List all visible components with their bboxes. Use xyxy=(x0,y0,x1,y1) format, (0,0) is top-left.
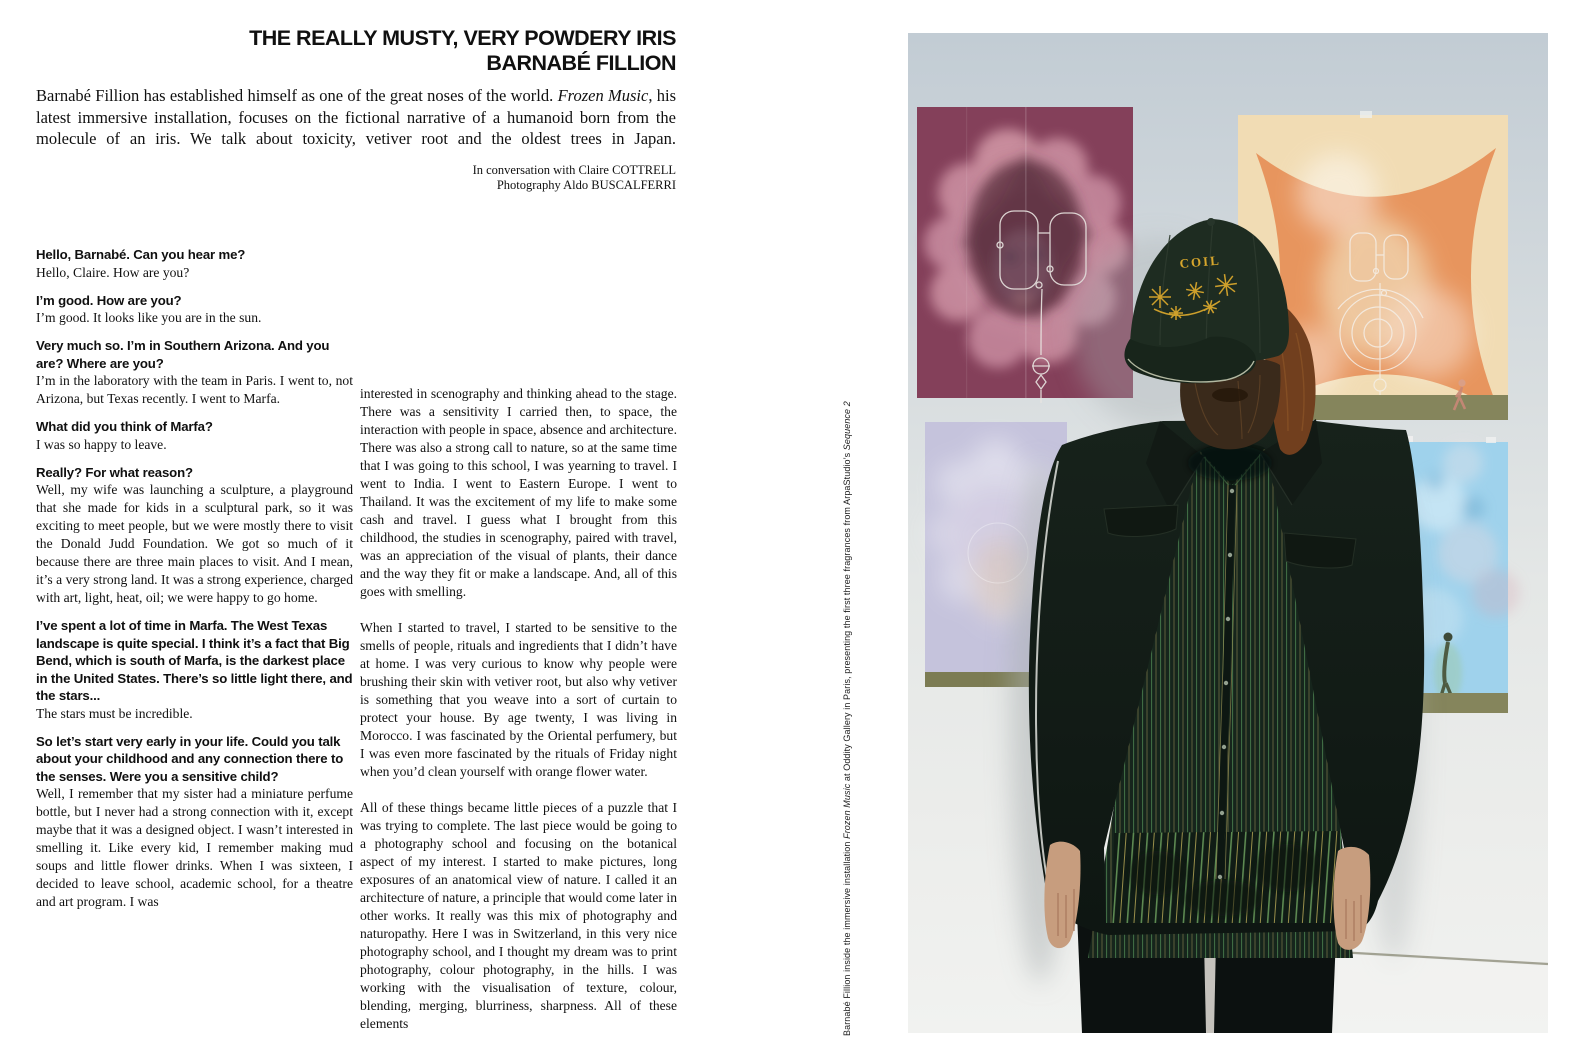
answer: When I started to travel, I started to be sensitive to the smells of people, rituals and ingredients that I didn’t have at home. I was very curious to know why people were brushing their skin with vetiver root, but also why vetiver is something that you weave into a sort of curtain to protect your house. By age twenty, I was living in Morocco. I was fascinated by the Oriental perfumery, but I was even more fascinated by the rituals of Friday night when you’d clean yourself with orange flower water. xyxy=(360,620,677,779)
photo-caption-vertical xyxy=(842,401,852,1036)
answer: Hello, Claire. How are you? xyxy=(36,264,190,280)
answer: Well, my wife was launching a sculpture, a playground that she made for kids in a sculptural park, so it was exciting to meet people, but we were mostly there to visit the Donald Judd Foundation. We got so much of it because there are three main places to visit. And I mean, it’s a very strong land. It was a strong experience, charged with art, light, heat, oil; we were happy to go home. xyxy=(36,482,353,605)
text-column-1 xyxy=(36,246,353,911)
answer: Well, I remember that my sister had a miniature perfume bottle, but I never had a strong connection with it, except maybe that it was a designed object. I wasn’t interested in smelling it. Like every kid, I remember making mud soups and little flower drinks. When I was sixteen, I decided to leave school, academic school, for a theatre and art program. I was xyxy=(36,786,353,909)
intro-text-2: , his latest immersive installation, focuses on the fictional narrative of a humanoid born from the molecule of an iris. We talk about toxicity, vetiver root and the oldest trees in Japan. xyxy=(36,86,677,148)
question: Hello, Barnabé. Can you hear me? xyxy=(36,247,246,262)
caption-italic-title-2: Sequence 2 xyxy=(842,401,852,451)
jacket-pocket-left xyxy=(1104,505,1178,536)
intro-paragraph xyxy=(36,85,676,150)
credit-photographer: Photography Aldo BUSCALFERRI xyxy=(496,178,676,192)
question: Very much so. I’m in Southern Arizona. And you are? Where are you? xyxy=(36,338,330,371)
jacket-pocket-right xyxy=(1284,533,1356,568)
answer: I’m in the laboratory with the team in Paris. I went to, not Arizona, but Texas recently. I went to Marfa. xyxy=(36,373,353,406)
question: So let’s start very early in your life. Could you talk about your childhood and any connection there to the senses. Were you a sensitive child? xyxy=(36,733,344,784)
page-title xyxy=(36,26,676,76)
credits xyxy=(36,163,676,194)
caption-text: Barnabé Fillion inside the immersive installation xyxy=(842,838,852,1036)
title-line-2: BARNABÉ FILLION xyxy=(486,51,676,75)
answer: I’m good. It looks like you are in the sun. xyxy=(36,310,262,325)
answer: The stars must be incredible. xyxy=(36,705,193,721)
intro-italic-title: Frozen Music xyxy=(557,86,649,105)
credit-interviewer: In conversation with Claire COTTRELL xyxy=(472,162,676,177)
portrait-photo xyxy=(908,33,1548,1033)
caption-italic-title: Frozen Music xyxy=(842,783,852,839)
answer: I was so happy to leave. xyxy=(36,436,167,452)
title-line-1: THE REALLY MUSTY, VERY POWDERY IRIS xyxy=(249,26,676,50)
intro-text: Barnabé Fillion has established himself as one of the great noses of the world. xyxy=(36,86,558,105)
question: I’m good. How are you? xyxy=(36,292,182,308)
article-header xyxy=(36,26,676,194)
question: I’ve spent a lot of time in Marfa. The West Texas landscape is quite special. I think it’s a fact that Big Bend, which is south of Marfa, is the darkest place in the United States. There’s so little light there, and the stars... xyxy=(36,618,353,703)
question: What did you think of Marfa? xyxy=(36,419,213,434)
question: Really? For what reason? xyxy=(36,464,193,480)
text-column-2 xyxy=(360,385,677,1051)
answer-continued: interested in scenography and thinking ahead to the stage. There was a sensitivity I carried then, to space, the interaction with people in space, absence and architecture. There was also a strong call to nature, so at the same time that I was going to this school, I was yearning to travel. I went to India. I went to Eastern Europe. I went to Thailand. It was the excitement of my life to make some cash and travel. I guess what I brought from this childhood, the studies in scenography, paired with travel, was an appreciation of the visual of plants, their dance and the way they fit or make a landscape. And, all of this goes with smelling. xyxy=(360,386,677,599)
cap-logo-text: COIL xyxy=(1178,252,1222,271)
answer: All of these things became little pieces of a puzzle that I was trying to complete. The last piece would be going to a photography school and focusing on the botanical aspect of my interest. I started to make pictures, long exposures of an anatomical view of nature. I called it an architecture of nature, a principle that would come later in other works. It really was this mix of photography and naturopathy. Here I was in Switzerland, in this very nice photography school, and I thought my dream was to print photography, colour photography, in the hills. I was working with the visualisation of texture, colour, blending, merging, blurriness, sharpness. All of these elements xyxy=(360,800,677,1031)
caption-text-2: at Oddity Gallery in Paris, presenting the first three fragrances from ArpaStudio’s xyxy=(842,450,852,784)
